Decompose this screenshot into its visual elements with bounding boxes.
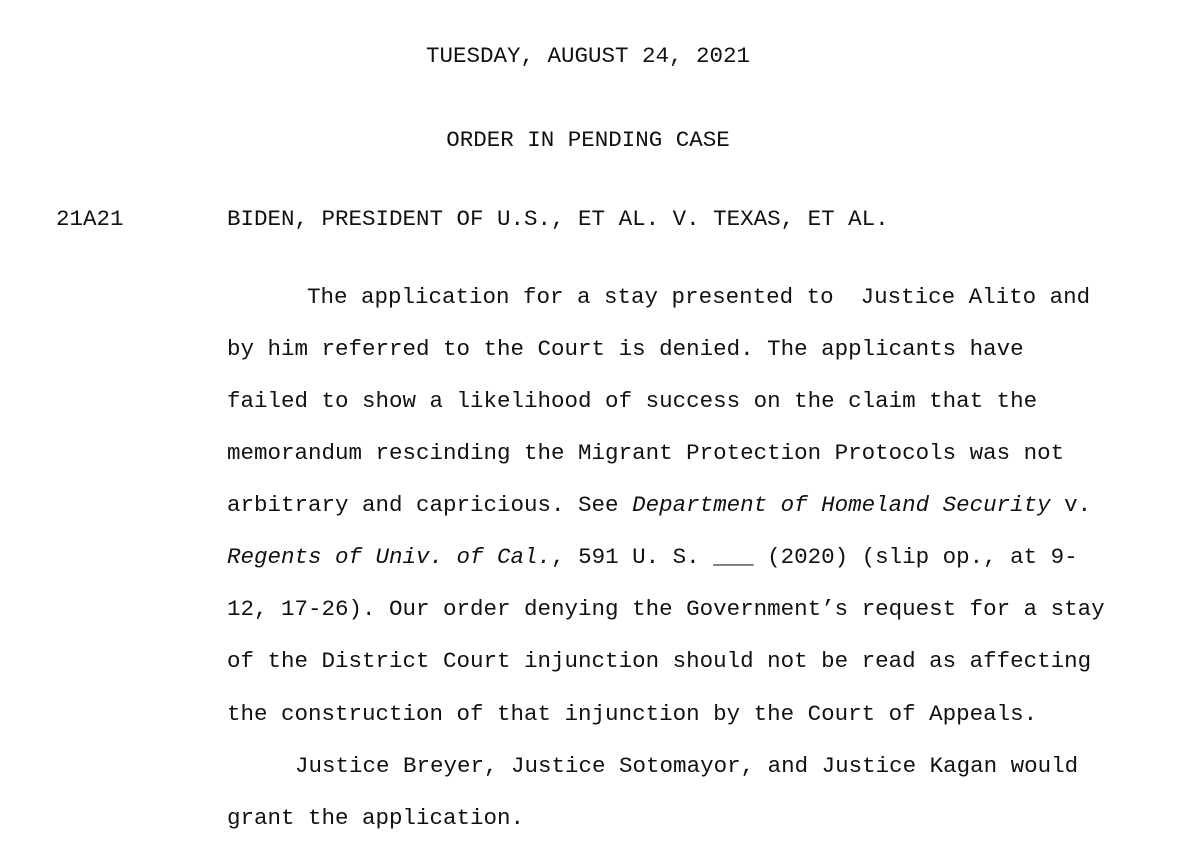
paragraph-text: , 591 U. S. ___ (2020) (slip op., at 9- <box>551 544 1078 570</box>
paragraph-line: failed to show a likelihood of success on the claim that the <box>227 388 1038 414</box>
paragraph-line: the construction of that injunction by the Court of Appeals. <box>227 701 1038 727</box>
paragraph-line: by him referred to the Court is denied. The applicants have <box>227 336 1024 362</box>
paragraph-line: The application for a stay presented to Justice Alito and <box>307 284 1091 310</box>
paragraph-line: Justice Breyer, Justice Sotomayor, and Justice Kagan would <box>295 753 1079 779</box>
paragraph-text: arbitrary and capricious. See <box>227 492 633 518</box>
paragraph-text: v. <box>1050 492 1092 518</box>
paragraph-line: grant the application. <box>227 805 525 831</box>
paragraph-line: 12, 17-26). Our order denying the Government’s request for a stay <box>227 596 1105 622</box>
order-title: ORDER IN PENDING CASE <box>446 127 730 153</box>
paragraph-line: of the District Court injunction should not be read as affecting <box>227 648 1092 674</box>
case-number: 21A21 <box>56 206 124 232</box>
case-citation-title: Regents of Univ. of Cal. <box>227 544 552 570</box>
paragraph-line <box>227 546 1127 569</box>
case-caption: BIDEN, PRESIDENT OF U.S., ET AL. V. TEXAS, ET AL. <box>227 206 889 232</box>
case-citation-title: Department of Homeland Security <box>632 492 1051 518</box>
paragraph-line <box>227 494 1127 517</box>
order-date: TUESDAY, AUGUST 24, 2021 <box>425 43 751 69</box>
paragraph-line: memorandum rescinding the Migrant Protection Protocols was not <box>227 440 1065 466</box>
